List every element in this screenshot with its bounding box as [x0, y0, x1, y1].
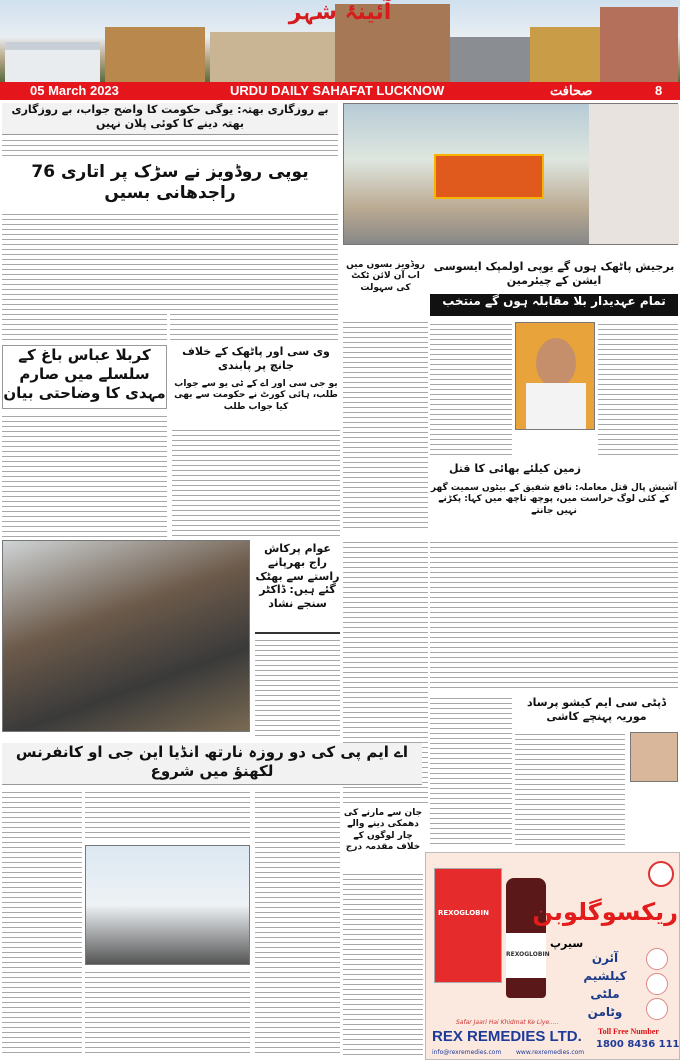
bottle-label-text: REXOGLOBIN	[506, 951, 550, 958]
bottle-label	[506, 933, 550, 978]
buses-photo	[343, 103, 678, 245]
headline: بے روزگاری بھتہ: یوگی حکومت کا واضح جواب، بے روزگاری بھتہ دینے کا کوئی پلان نہیں	[2, 103, 338, 135]
portrait-photo	[630, 732, 678, 782]
rexoglobin-advertisement[interactable]	[425, 852, 680, 1060]
conference-photo	[85, 845, 250, 965]
article-body-text	[343, 872, 423, 1055]
article-body-text	[515, 732, 625, 845]
headline: برجیش پاٹھک ہوں گے یوپی اولمپک ایسوسی ایشن کے چیئرمین	[433, 260, 675, 287]
product-box	[434, 868, 502, 983]
building-image	[210, 32, 335, 82]
article-body-text	[255, 790, 340, 1055]
phone-number: 1800 8436 111	[596, 1039, 680, 1050]
article-body-text	[2, 212, 338, 310]
article-body-text	[343, 320, 428, 530]
headline: جان سے مارنے کی دھمکی دینے والے چار لوگوں کے خلاف مقدمہ درج	[343, 808, 423, 852]
benefit-iron: آئرن	[591, 951, 619, 965]
ceremony-image	[589, 104, 679, 244]
portrait-photo	[515, 322, 595, 430]
urdu-name: صحافت	[550, 83, 593, 98]
syrup-label: سیرپ	[550, 937, 584, 950]
building-image	[450, 37, 530, 82]
headline: زمین کیلئے بھائی کا قتل	[449, 462, 581, 475]
article-body-text	[430, 696, 512, 845]
vitamin-icon	[646, 998, 668, 1020]
article-body-text	[2, 414, 167, 537]
article-body-text	[430, 540, 678, 692]
headline: اے ایم پی کی دو روزہ نارتھ انڈیا این جی او کانفرنس لکھنؤ میں شروع	[2, 743, 422, 785]
headline: عوام پرکاش راج بھرپانے راستے سے بھٹک گئے ہیں: ڈاکٹر سنجے نشاد	[255, 542, 340, 634]
article-body-text	[172, 428, 340, 537]
bus-image	[434, 154, 544, 199]
paper-name: URDU DAILY SAHAFAT LUCKNOW	[230, 83, 445, 98]
shirt-image	[526, 383, 586, 429]
syrup-bottle	[506, 878, 550, 998]
benefit-multivitamin: ملٹی وٹامن	[587, 987, 623, 1019]
joint-icon	[646, 973, 668, 995]
product-name-urdu: ریکسوگلوبن	[532, 898, 678, 926]
email[interactable]: info@rexremedies.com	[432, 1049, 502, 1056]
photo-caption	[343, 246, 678, 255]
article-body-text	[2, 138, 338, 160]
toll-free-label: Toll Free Number	[598, 1027, 659, 1036]
article-body-text	[2, 312, 167, 340]
blood-drop-icon	[646, 948, 668, 970]
protest-photo	[2, 540, 250, 732]
ad-tagline: Safar Jaari Hai Khidmat Ke Liye.....	[456, 1019, 559, 1026]
headline: آشیش پال قتل معاملہ: نافع شفیق کے بیٹوں سمیت گھر کے کئی لوگ حراست میں، پوچھ تاچھ میں کہا: پکڑنے نہیں جانتے	[430, 483, 678, 516]
company-name: REX REMEDIES LTD.	[432, 1028, 582, 1045]
headline: ڈپٹی سی ایم کیشو پرساد موریہ پہنچے کاشی	[527, 696, 666, 723]
headline: روڈویز بسوں میں اب آن لائن ٹکٹ کی سہولت	[346, 260, 425, 293]
article-body-text	[255, 638, 340, 738]
face-image	[536, 338, 576, 388]
website[interactable]: www.rexremedies.com	[516, 1049, 585, 1056]
article-body-text	[85, 790, 250, 840]
header-bar	[0, 82, 680, 100]
company-logo	[648, 861, 674, 887]
building-image	[5, 42, 100, 82]
headline: وی سی اور پاٹھک کے خلاف جانچ پر پابندی	[182, 345, 330, 372]
headline: کربلا عباس باغ کے سلسلے میں صارم مہدی کا وضاحتی بیان	[2, 345, 167, 409]
article-body-text	[598, 322, 678, 458]
headline: یوپی روڈویز نے سڑک پر اتاری 76 راجدھانی بسیں	[31, 162, 309, 204]
date: 05 March 2023	[30, 83, 119, 98]
benefit-calcium: کیلشیم	[583, 969, 627, 983]
page-number: 8	[655, 83, 663, 98]
section-title: آئینۂ شہر	[288, 0, 392, 25]
building-image	[600, 7, 678, 82]
article-body-text	[85, 970, 250, 1055]
building-image	[105, 27, 205, 82]
subheadline: یو جی سی اور اے کے ٹی یو سے جواب طلب، ہائی کورٹ نے حکومت سے بھی کیا جواب طلب	[174, 379, 338, 412]
article-body-text	[430, 322, 512, 458]
article-body-text	[2, 790, 82, 1055]
subheadline: تمام عہدیدار بلا مقابلہ ہوں گے منتخب	[430, 294, 678, 316]
building-image	[530, 27, 600, 82]
article-body-text	[170, 312, 338, 340]
product-box-label: REXOGLOBIN	[438, 909, 489, 917]
